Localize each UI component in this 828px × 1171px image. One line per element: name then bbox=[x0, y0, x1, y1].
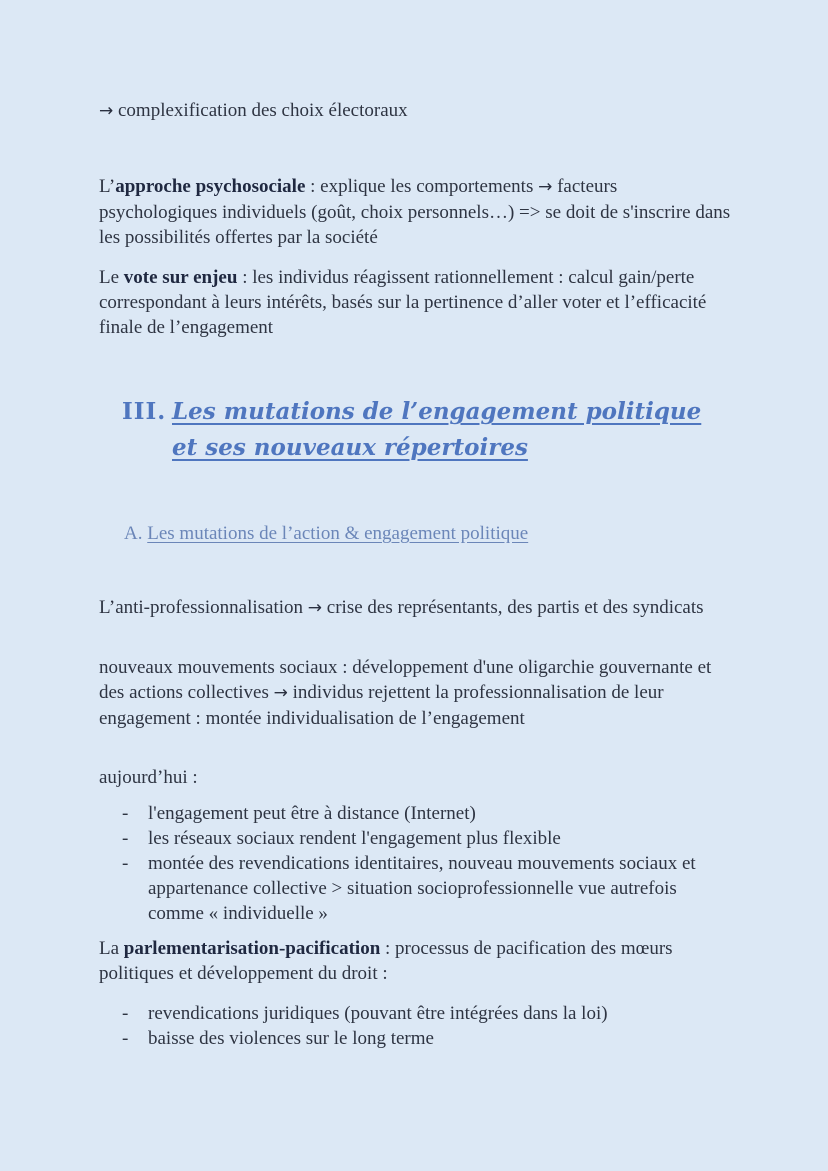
aujourdhui-label: aujourd’hui : bbox=[99, 767, 198, 788]
dash-icon: - bbox=[122, 1003, 129, 1024]
parlementarisation-term: parlementarisation-pacification bbox=[123, 938, 381, 959]
nouveaux-mouvements-text2: individus rejettent la professionnalisation de leur engagement : montée individualisation de l’engagement bbox=[99, 682, 664, 729]
list-item-text: montée des revendications identitaires, nouveau mouvements sociaux et appartenance collective > situation socioprofessionnelle vue autrefois comme « individuelle » bbox=[148, 853, 696, 924]
list-item bbox=[122, 826, 732, 851]
intro-line bbox=[99, 98, 739, 124]
parlementarisation-paragraph bbox=[99, 936, 739, 986]
nouveaux-mouvements-paragraph bbox=[99, 655, 739, 731]
arrow-icon: → bbox=[99, 101, 114, 121]
list-item-text: revendications juridiques (pouvant être intégrées dans la loi) bbox=[148, 1003, 608, 1024]
dash-icon: - bbox=[122, 803, 129, 824]
section-heading-3 bbox=[122, 394, 722, 466]
list-item-text: baisse des violences sur le long terme bbox=[148, 1028, 434, 1049]
parlementarisation-prefix: La bbox=[99, 938, 124, 959]
psychosociale-text2: facteurs psychologiques individuels (goût, choix personnels…) => se doit de s'inscrire dans les possibilités offertes par la société bbox=[99, 176, 731, 248]
subsection-title: Les mutations de l’action & engagement politique bbox=[147, 523, 529, 544]
section-number: III. bbox=[122, 398, 167, 425]
intro-text: complexification des choix électoraux bbox=[118, 100, 408, 121]
dash-icon: - bbox=[122, 853, 129, 874]
list-item-text: l'engagement peut être à distance (Internet) bbox=[148, 803, 476, 824]
enjeu-prefix: Le bbox=[99, 267, 124, 288]
psychosociale-term: approche psychosociale bbox=[115, 176, 306, 197]
subsection-heading-a bbox=[124, 521, 528, 546]
dash-icon: - bbox=[122, 1028, 129, 1049]
list-item bbox=[122, 1001, 732, 1026]
enjeu-paragraph bbox=[99, 265, 739, 340]
enjeu-text: : les individus réagissent rationnellement : calcul gain/perte correspondant à leurs intérêts, basés sur la pertinence d’aller voter et l’efficacité finale de l’engagement bbox=[99, 267, 707, 338]
subsection-letter: A. bbox=[124, 523, 143, 544]
list-item bbox=[122, 851, 732, 926]
section-title: Les mutations de l’engagement politique et ses nouveaux répertoires bbox=[172, 398, 702, 461]
anti-pro-paragraph bbox=[99, 595, 739, 621]
arrow-icon: → bbox=[538, 177, 553, 197]
parlementarisation-list bbox=[122, 1001, 732, 1051]
psychosociale-prefix: L’ bbox=[99, 176, 116, 197]
list-item-text: les réseaux sociaux rendent l'engagement plus flexible bbox=[148, 828, 561, 849]
anti-pro-text2: crise des représentants, des partis et des syndicats bbox=[322, 597, 704, 618]
nouveaux-mouvements-text1: nouveaux mouvements sociaux : développement d'une oligarchie gouvernante et des actions collectives bbox=[99, 657, 712, 703]
parlementarisation-text: : processus de pacification des mœurs politiques et développement du droit : bbox=[99, 938, 673, 984]
arrow-icon: → bbox=[307, 598, 323, 618]
anti-pro-text1: L’anti-professionnalisation bbox=[99, 597, 308, 618]
list-item bbox=[122, 801, 732, 826]
arrow-icon: → bbox=[273, 683, 288, 703]
enjeu-term: vote sur enjeu bbox=[123, 267, 238, 288]
dash-icon: - bbox=[122, 828, 129, 849]
list-item bbox=[122, 1026, 732, 1051]
psychosociale-paragraph bbox=[99, 174, 739, 250]
psychosociale-text1: : explique les comportements bbox=[305, 176, 539, 197]
aujourdhui-list bbox=[122, 801, 732, 926]
